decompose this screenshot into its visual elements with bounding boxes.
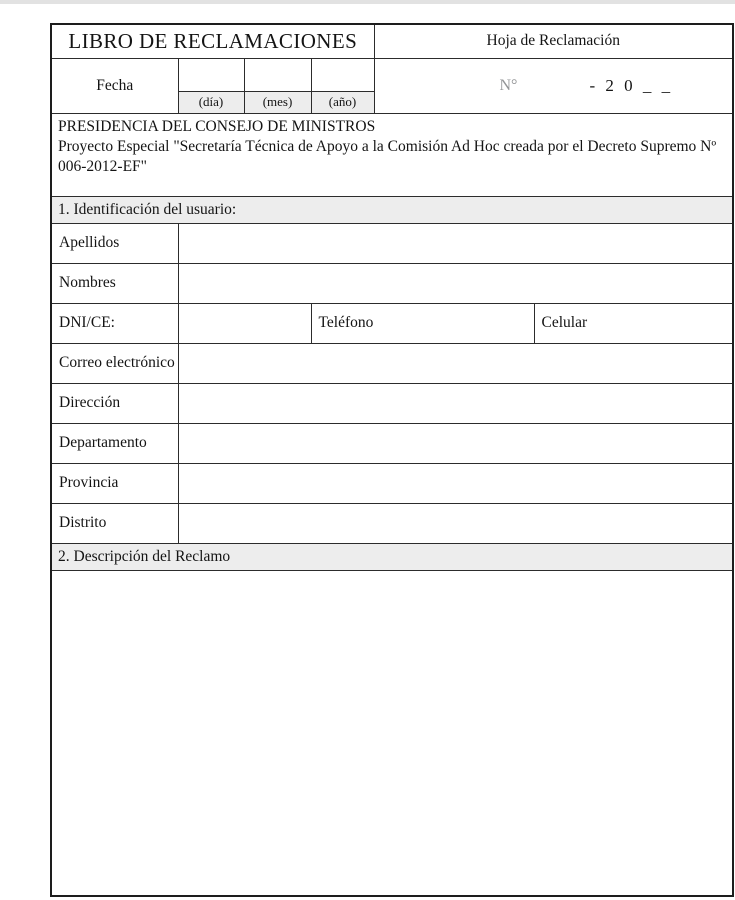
form-title: LIBRO DE RECLAMACIONES — [51, 24, 374, 58]
number-value: - 2 0 _ _ — [589, 75, 674, 95]
entity-name: PRESIDENCIA DEL CONSEJO DE MINISTROS — [58, 117, 376, 135]
description-input-area[interactable] — [51, 570, 733, 896]
apellidos-row — [51, 223, 733, 263]
number-label: N° — [499, 76, 518, 94]
scan-edge-artifact — [0, 0, 735, 4]
complaint-form-table — [50, 23, 734, 897]
correo-label: Correo electrónico — [51, 343, 178, 383]
fecha-label: Fecha — [51, 58, 178, 113]
telefono-cell[interactable] — [311, 303, 534, 343]
direccion-input-cell[interactable] — [178, 383, 733, 423]
entity-project: Proyecto Especial "Secretaría Técnica de Apoyo a la Comisión Ad Hoc creada por el Decreto Supremo Nº 006-2012-EF" — [58, 137, 717, 176]
day-label: (día) — [178, 91, 244, 113]
nombres-label: Nombres — [51, 263, 178, 303]
direccion-row — [51, 383, 733, 423]
apellidos-input-cell[interactable] — [178, 223, 733, 263]
section-description-header: 2. Descripción del Reclamo — [51, 543, 733, 570]
correo-input-cell[interactable] — [178, 343, 733, 383]
distrito-input-cell[interactable] — [178, 503, 733, 543]
entity-row — [51, 113, 733, 196]
dni-input-cell[interactable] — [178, 303, 311, 343]
telefono-label: Teléfono — [318, 314, 374, 331]
departamento-input-cell[interactable] — [178, 423, 733, 463]
provincia-label: Provincia — [51, 463, 178, 503]
celular-cell[interactable] — [534, 303, 733, 343]
entity-cell — [51, 113, 733, 196]
direccion-label: Dirección — [51, 383, 178, 423]
year-label: (año) — [311, 91, 374, 113]
sheet-number-group — [375, 76, 733, 96]
apellidos-label: Apellidos — [51, 223, 178, 263]
section-identification-header: 1. Identificación del usuario: — [51, 196, 733, 223]
departamento-label: Departamento — [51, 423, 178, 463]
celular-label: Celular — [541, 314, 588, 331]
title-row — [51, 24, 733, 58]
month-label: (mes) — [244, 91, 311, 113]
sheet-number-cell[interactable] — [374, 58, 733, 113]
correo-row — [51, 343, 733, 383]
departamento-row — [51, 423, 733, 463]
section-description-row — [51, 543, 733, 570]
year-input-cell[interactable] — [311, 58, 374, 91]
nombres-input-cell[interactable] — [178, 263, 733, 303]
day-input-cell[interactable] — [178, 58, 244, 91]
provincia-row — [51, 463, 733, 503]
distrito-label: Distrito — [51, 503, 178, 543]
nombres-row — [51, 263, 733, 303]
month-input-cell[interactable] — [244, 58, 311, 91]
distrito-row — [51, 503, 733, 543]
dni-row — [51, 303, 733, 343]
date-row — [51, 58, 733, 91]
section-identification-row — [51, 196, 733, 223]
dni-label: DNI/CE: — [51, 303, 178, 343]
provincia-input-cell[interactable] — [178, 463, 733, 503]
sheet-title: Hoja de Reclamación — [374, 24, 733, 58]
description-box-row — [51, 570, 733, 896]
